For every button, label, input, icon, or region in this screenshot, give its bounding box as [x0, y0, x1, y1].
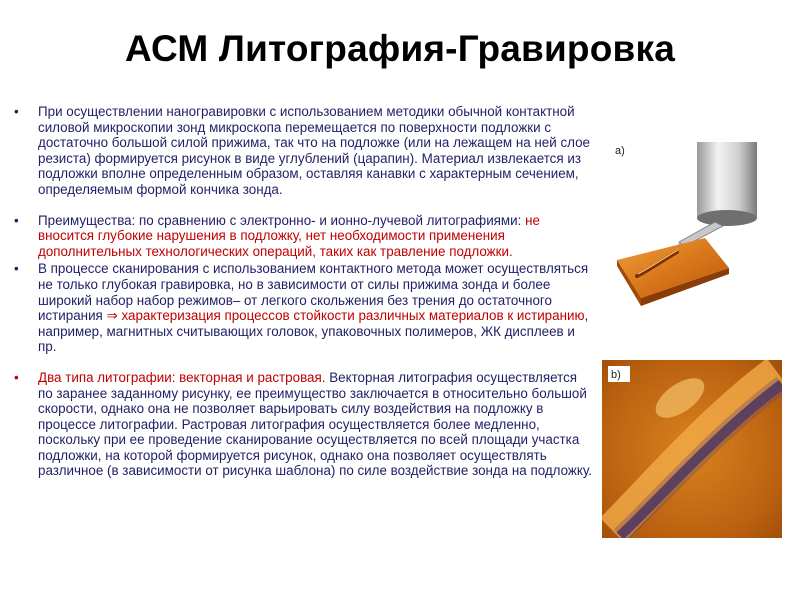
bullet-marker: •	[14, 212, 19, 228]
slide-body	[14, 104, 592, 479]
figure-b-label: b)	[611, 369, 621, 381]
bullet-item-scanning	[14, 261, 592, 355]
bullet-highlight: характеризация процессов стойкости различных материалов к истиранию	[117, 308, 585, 324]
figure-a-label: a)	[615, 145, 625, 157]
bullet-text: Векторная литография осуществляется по заранее заданному рисунку, ее преимущество заключается в относительно большой скорости, однако она не позволяет варьировать силу воздействия на подложку в процессе литографии. Растровая литография осуществляется более медленно, поскольку при ее проведение сканирование осуществляется по всей площади участка подложки, на которой формируется рисунок, однако она позволяет осуществлять различное (в зависимости от рисунка шаблона) по силе воздействие зонда на подложку.	[38, 369, 592, 479]
bullet-item-advantages	[14, 213, 592, 260]
bullet-marker: •	[14, 261, 19, 277]
bullet-marker: •	[14, 104, 19, 119]
bullet-highlight: не вносится глубокие нарушения в подложку, нет необходимости применения дополнительных технологических операций, таких как травление подложки.	[38, 212, 540, 259]
figure-b-scan-image	[602, 360, 782, 538]
figure-a-probe-illustration	[597, 140, 787, 318]
slide-title: АСМ Литография-Гравировка	[125, 28, 675, 69]
bullet-text: В процессе сканирования с использованием контактного метода может осуществляться не только глубокая гравировка, но в зависимости от силы прижима зонда и более широкий набор набор режимов– от легкого скольжения без трения до остаточного истирания	[38, 261, 589, 324]
bullet-item-engraving	[14, 104, 592, 198]
bullet-highlight: Два типа литографии: векторная и растровая.	[38, 369, 326, 385]
bullet-text-tail: , например, магнитных считывающих головок, упаковочных полимеров, ЖК дисплеев и пр.	[38, 308, 589, 355]
bullet-marker: •	[14, 369, 19, 385]
arrow-icon: ⇒	[106, 308, 118, 324]
bullet-text: При осуществлении наногравировки с использованием методики обычной контактной силовой микроскопии зонд микроскопа перемещается по поверхности подложки с достаточно большой силой прижима, так что на подложке (или на лежащем на ней слое резиста) формируется рисунок в виде углублений (царапин). Материал извлекается из подложки вполне определенным образом, оставляя канавки с характерным сечением, определяемым формой кончика зонда.	[38, 104, 591, 197]
bullet-text: Преимущества: по сравнению с электронно- и ионно-лучевой литографиями:	[38, 212, 526, 228]
bullet-item-lithography-types	[14, 370, 592, 479]
